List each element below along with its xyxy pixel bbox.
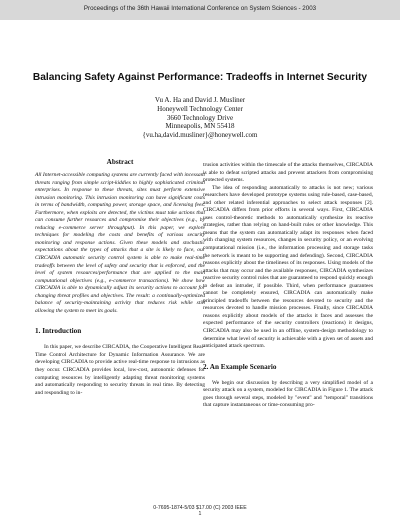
footer (0, 505, 400, 517)
intro-continuation: trusion activities within the timescale of the attacks themselves, CIRCADIA is able to defeat scripted attacks and prevent attackers from compromising protected systems. (203, 162, 373, 184)
paper-title: Balancing Safety Against Performance: Tradeoffs in Internet Security (32, 72, 368, 83)
abstract-text: All Internet-accessible computing systems are currently faced with incessant threats ranging from simple script-kiddies to highly sophisticated criminal enterprises. In response to these threats, sites must perform extensive intrusion monitoring. This intrusion monitoring can have significant costs in terms of bandwidth, computing power, storage space, and licensing fees. Furthermore, when exploits are detected, the victims must take actions that can consume further resources and compromise their objectives (e.g., by reducing e-commerce server throughput). In this paper, we explore techniques for modeling the costs and benefits of various security monitoring and response actions. Given these models and stochastic expectations about the types of attacks that a site is likely to face, our CIRCADIA automatic security control system is able to make real-time tradeoffs between the level of safety and security that is enforced, and the level of system resources/performance that are applied to the main computational objectives (e.g., e-commerce transactions). We show how CIRCADIA is able to dynamically adjust its security actions to account for changing threat profiles and objectives. The result: a continually-optimized balance of security-maintaining activity that reduces risk while still allowing the system to meet its goals. (35, 172, 205, 314)
abstract-heading: Abstract (106, 158, 134, 166)
running-head: Proceedings of the 36th Hawaii International Conference on System Sciences - 2003 (83, 5, 317, 12)
example-heading: 2. An Example Scenario (203, 362, 277, 371)
author-city: Minneapolis, MN 55418 (165, 122, 235, 131)
author-affiliation: Honeywell Technology Center (157, 104, 243, 113)
example-paragraph: We begin our discussion by describing a very simplified model of a security attack on a system, modeled for CIRCADIA in Figure 1. The attack goes through several steps, modeled by "event" and "temporal" transitions that capture instantaneous or time-consuming pro- (203, 379, 373, 409)
intro-heading: 1. Introduction (35, 327, 82, 336)
right-column (203, 162, 373, 410)
left-column (35, 158, 205, 397)
author-block (100, 96, 300, 140)
author-street: 3660 Technology Drive (166, 113, 234, 122)
intro-paragraph-2: The idea of responding automatically to attacks is not new; various researchers have developed prototype systems using rule-based, case-based, and other related inferential approaches to select attack responses [2]. CIRCADIA differs from prior efforts in several ways. First, CIRCADIA uses control-theoretic methods to automatically synthesize its reactive strategies, rather than relying on hand-built rules or other knowledge. This means that the system can automatically adapt its responses when faced with changing system resources, changes in security policy, or an evolving computational mission (i.e., the information processing and storage tasks the network is meant to be supporting and defending). Second, CIRCADIA reasons explicitly about the timeliness of its responses. Using models of the attacks that may occur and the available responses, CIRCADIA synthesizes reactive security control rules that are guaranteed to respond quickly enough to defeat an intruder, if possible. Third, when performance guarantees cannot be completely ensured, CIRCADIA can automatically make principled tradeoffs between the resources devoted to security and the resources devoted to handle mission processes. Finally, since CIRCADIA reasons explicitly about models of the attacks it faces and assesses the expected performance of the security controllers (reactions) it designs, CIRCADIA may also be used in an offline, system-design methodology to determine what level of security is achievable with a given set of assets and anticipated attack spectrum. (203, 184, 373, 350)
footer-copyright: 0-7695-1874-5/03 $17.00 (C) 2003 IEEE (153, 505, 247, 511)
intro-paragraph: In this paper, we describe CIRCADIA, the Cooperative Intelligent Real-Time Control Architecture for Dynamic Information Assurance. We are developing CIRCADIA to provide active real-time response to intrusions as they occur. CIRCADIA provides local, low-cost, autonomic defenses for computing resources by intelligently adapting threat monitoring systems and automatically responding to security threats in real time. By detecting and responding to in- (35, 344, 205, 396)
author-email: {vu.ha,david.musliner}@honeywell.com (142, 131, 258, 140)
author-names: Vu A. Ha and David J. Musliner (154, 96, 246, 104)
page-number: 1 (198, 511, 202, 517)
